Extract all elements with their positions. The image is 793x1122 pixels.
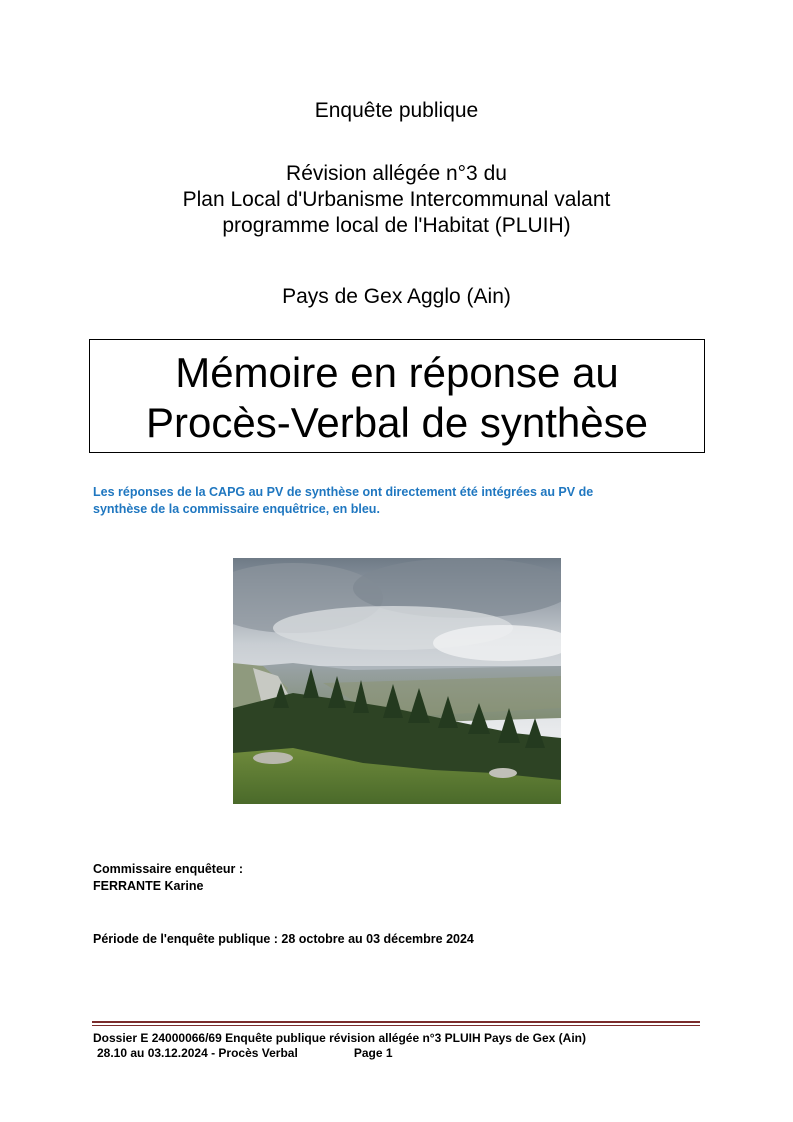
intro-line2: synthèse de la commissaire enquêtrice, en bleu. bbox=[93, 502, 380, 516]
commissaire-label: Commissaire enquêteur : bbox=[93, 862, 244, 876]
header-location bbox=[0, 284, 793, 310]
main-title-line2: Procès-Verbal de synthèse bbox=[146, 399, 648, 446]
footer-line2-row bbox=[93, 1046, 586, 1061]
footer-rule-thin bbox=[92, 1025, 700, 1026]
commissaire-name: FERRANTE Karine bbox=[93, 879, 204, 893]
header-line4: programme local de l'Habitat (PLUIH) bbox=[222, 214, 571, 237]
header-line3: Plan Local d'Urbanisme Intercommunal valant bbox=[182, 188, 611, 211]
main-title-line1: Mémoire en réponse au bbox=[175, 349, 619, 396]
header-line1: Enquête publique bbox=[314, 99, 479, 122]
landscape-photo bbox=[233, 558, 561, 804]
footer-rule bbox=[92, 1021, 700, 1023]
header-line2: Révision allégée n°3 du bbox=[286, 162, 507, 185]
footer-line2: 28.10 au 03.12.2024 - Procès Verbal bbox=[97, 1046, 298, 1060]
page-footer bbox=[93, 1031, 586, 1061]
intro-note bbox=[93, 484, 703, 518]
footer-page-number: Page 1 bbox=[353, 1046, 393, 1060]
main-title-box bbox=[89, 339, 705, 453]
header-title bbox=[0, 98, 793, 124]
header-subtitle bbox=[0, 161, 793, 239]
header-line5: Pays de Gex Agglo (Ain) bbox=[282, 285, 511, 308]
periode-text: Période de l'enquête publique : 28 octobre au 03 décembre 2024 bbox=[93, 932, 474, 946]
commissaire-block bbox=[93, 861, 243, 895]
intro-line1: Les réponses de la CAPG au PV de synthèse ont directement été intégrées au PV de bbox=[93, 485, 594, 499]
footer-line1: Dossier E 24000066/69 Enquête publique révision allégée n°3 PLUIH Pays de Gex (Ain) bbox=[93, 1031, 586, 1045]
